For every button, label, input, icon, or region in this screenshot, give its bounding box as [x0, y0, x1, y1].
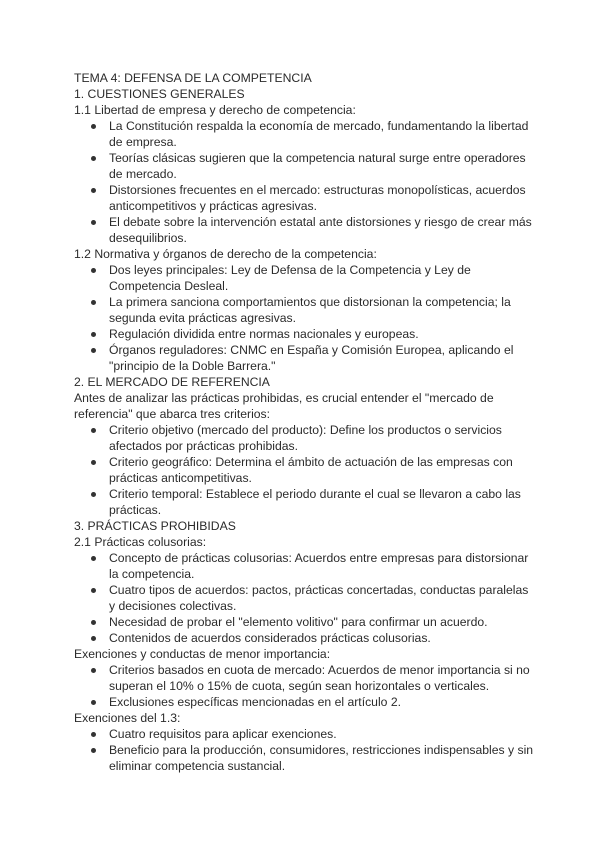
list-item [74, 214, 534, 246]
bullet-icon [91, 700, 96, 705]
list-item-text: Dos leyes principales: Ley de Defensa de la Competencia y Ley de Competencia Desleal. [109, 263, 471, 293]
bullet-icon [91, 220, 96, 225]
bullet-icon [91, 124, 96, 129]
bullet-list [74, 726, 534, 774]
bullet-list [74, 262, 534, 374]
list-item-text: Beneficio para la producción, consumidores, restricciones indispensables y sin eliminar competencia sustancial. [109, 743, 534, 773]
bullet-icon [91, 492, 96, 497]
list-item [74, 694, 534, 710]
subsection-heading: 1.2 Normativa y órganos de derecho de la competencia: [74, 247, 377, 261]
intro-paragraph: Antes de analizar las prácticas prohibidas, es crucial entender el "mercado de referencia" que abarca tres criterios: [74, 391, 494, 421]
list-item-text: Criterio objetivo (mercado del producto): Define los productos o servicios afectados por prácticas prohibidas. [109, 423, 502, 453]
list-item-text: Contenidos de acuerdos considerados prácticas colusorias. [109, 631, 431, 645]
bullet-icon [91, 428, 96, 433]
bullet-list [74, 550, 534, 646]
list-item [74, 726, 534, 742]
bullet-icon [91, 636, 96, 641]
list-item [74, 326, 534, 342]
bullet-list [74, 118, 534, 246]
bullet-icon [91, 348, 96, 353]
bullet-icon [91, 588, 96, 593]
list-item [74, 342, 534, 374]
subsection-heading: 1.1 Libertad de empresa y derecho de competencia: [74, 103, 356, 117]
list-item [74, 486, 534, 518]
section-heading: 2. EL MERCADO DE REFERENCIA [74, 375, 270, 389]
bullet-icon [91, 620, 96, 625]
list-item-text: Criterios basados en cuota de mercado: Acuerdos de menor importancia si no superan el 10% o 15% de cuota, según sean horizontales o verticales. [109, 663, 530, 693]
document-body [74, 70, 534, 774]
list-item [74, 550, 534, 582]
bullet-icon [91, 268, 96, 273]
list-item-text: Exclusiones específicas mencionadas en el artículo 2. [109, 695, 401, 709]
bullet-list [74, 662, 534, 710]
list-item-text: El debate sobre la intervención estatal ante distorsiones y riesgo de crear más desequilibrios. [109, 215, 532, 245]
subsection-heading: Exenciones y conductas de menor importancia: [74, 647, 331, 661]
list-item [74, 662, 534, 694]
list-item [74, 614, 534, 630]
list-item-text: Concepto de prácticas colusorias: Acuerdos entre empresas para distorsionar la competencia. [109, 551, 529, 581]
bullet-icon [91, 668, 96, 673]
list-item-text: Necesidad de probar el "elemento volitivo" para confirmar un acuerdo. [109, 615, 488, 629]
bullet-icon [91, 732, 96, 737]
subsection-heading: Exenciones del 1.3: [74, 711, 181, 725]
list-item-text: Criterio geográfico: Determina el ámbito de actuación de las empresas con prácticas anticompetitivas. [109, 455, 513, 485]
bullet-icon [91, 188, 96, 193]
list-item-text: Distorsiones frecuentes en el mercado: estructuras monopolísticas, acuerdos anticompetitivos y prácticas agresivas. [109, 183, 526, 213]
document-title: TEMA 4: DEFENSA DE LA COMPETENCIA [74, 71, 312, 85]
list-item-text: La Constitución respalda la economía de mercado, fundamentando la libertad de empresa. [109, 119, 529, 149]
list-item [74, 118, 534, 150]
bullet-icon [91, 156, 96, 161]
subsection-heading: 2.1 Prácticas colusorias: [74, 535, 207, 549]
list-item-text: Regulación dividida entre normas nacionales y europeas. [109, 327, 419, 341]
list-item [74, 182, 534, 214]
list-item [74, 630, 534, 646]
list-item [74, 294, 534, 326]
bullet-icon [91, 748, 96, 753]
list-item-text: La primera sanciona comportamientos que distorsionan la competencia; la segunda evita prácticas agresivas. [109, 295, 511, 325]
bullet-icon [91, 556, 96, 561]
list-item-text: Órganos reguladores: CNMC en España y Comisión Europea, aplicando el "principio de la Doble Barrera." [109, 343, 514, 373]
list-item-text: Teorías clásicas sugieren que la competencia natural surge entre operadores de mercado. [109, 151, 526, 181]
list-item-text: Cuatro tipos de acuerdos: pactos, prácticas concertadas, conductas paralelas y decisiones colectivas. [109, 583, 529, 613]
bullet-icon [91, 300, 96, 305]
list-item [74, 150, 534, 182]
list-item-text: Criterio temporal: Establece el periodo durante el cual se llevaron a cabo las prácticas. [109, 487, 521, 517]
list-item-text: Cuatro requisitos para aplicar exenciones. [109, 727, 337, 741]
list-item [74, 582, 534, 614]
list-item [74, 422, 534, 454]
list-item [74, 454, 534, 486]
bullet-icon [91, 332, 96, 337]
list-item [74, 262, 534, 294]
list-item [74, 742, 534, 774]
bullet-list [74, 422, 534, 518]
section-heading: 1. CUESTIONES GENERALES [74, 87, 245, 101]
bullet-icon [91, 460, 96, 465]
section-heading: 3. PRÁCTICAS PROHIBIDAS [74, 519, 236, 533]
